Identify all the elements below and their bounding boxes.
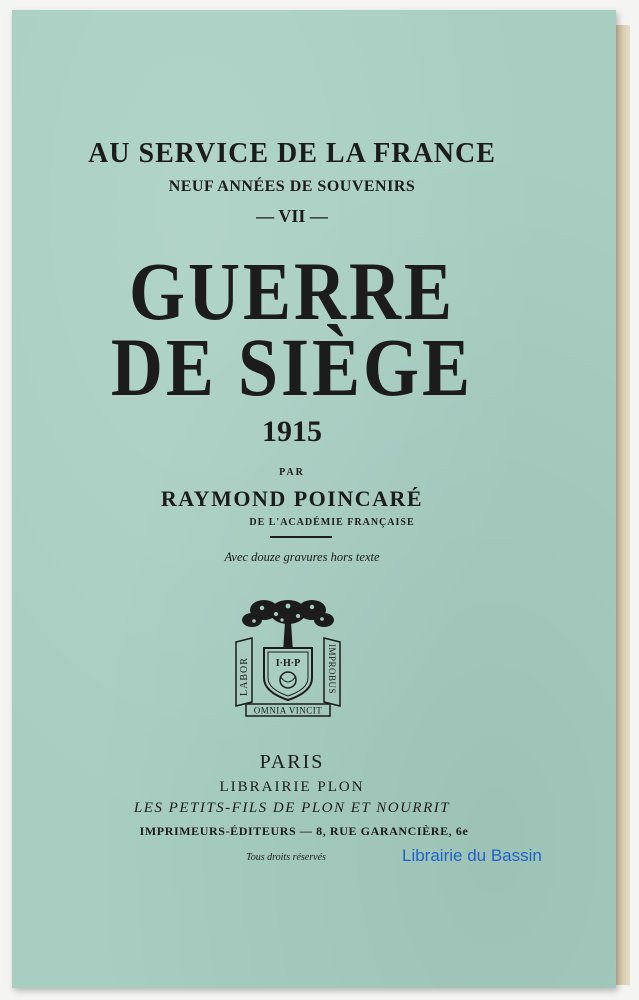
publisher-name: LIBRAIRIE PLON [219, 779, 365, 795]
logo-left-banner: LABOR [239, 657, 250, 696]
logo-right-banner: IMPROBUS [327, 644, 337, 695]
logo-monogram: I·H·P [275, 658, 301, 669]
publisher-emblem-icon [232, 592, 344, 720]
rights-notice: Tous droits réservés [246, 852, 326, 863]
printers-address: IMPRIMEURS-ÉDITEURS — 8, RUE GARANCIÈRE, 6e [139, 824, 469, 838]
logo-bottom-banner: OMNIA VINCIT [253, 705, 323, 716]
by-label: PAR [279, 467, 305, 478]
main-title-line-1: GUERRE [128, 245, 456, 338]
author-name: RAYMOND POINCARÉ [160, 486, 424, 511]
year: 1915 [262, 415, 322, 448]
publication-city: PARIS [259, 751, 325, 773]
series-subtitle: NEUF ANNÉES DE SOUVENIRS [168, 178, 416, 195]
author-affiliation: DE L'ACADÉMIE FRANÇAISE [249, 517, 415, 528]
watermark-text: Librairie du Bassin [402, 846, 542, 865]
illustrations-note: Avec douze gravures hors texte [224, 550, 380, 564]
divider-rule [270, 536, 332, 538]
book-cover [12, 10, 616, 988]
publisher-subtitle: LES PETITS-FILS DE PLON ET NOURRIT [133, 800, 451, 816]
series-title: AU SERVICE DE LA FRANCE [88, 138, 496, 169]
volume-number: — VII — [256, 206, 328, 226]
main-title-line-2: DE SIÈGE [110, 321, 474, 414]
